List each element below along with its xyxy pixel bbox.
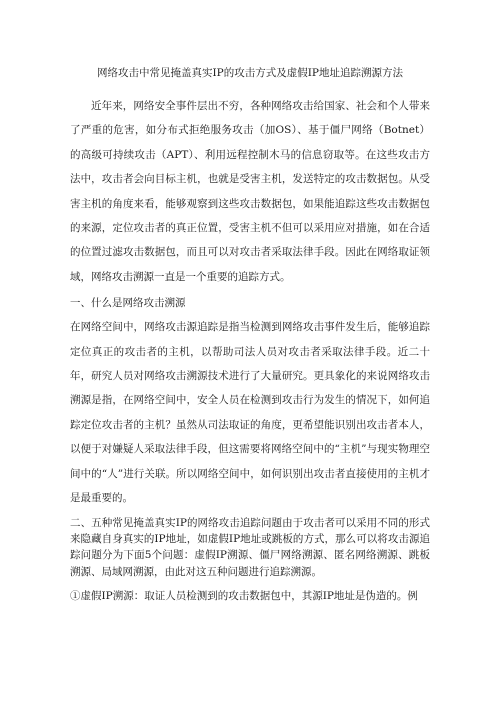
item-1-paragraph: ①虚假IP溯源：取证人员检测到的攻击数据包中，其源IP地址是伪造的。例 <box>70 590 418 603</box>
section-1-paragraph: 在网络空间中，网络攻击源追踪是指当检测到网络攻击事件发生后，能够追踪定位真正的攻击者的主机，以帮助司法人员对攻击者采取法律手段。近二十年，研究人员对网络攻击溯源技术进行了大量研究。更具象化的来说网络攻击溯源是指，在网络空间中，安全人员在检测到攻击行为发生的情况下，如何追踪定位攻击者的主机？虽然从司法取证的角度，更希望能识别出攻击者本人，以便于对嫌疑人采取法律手段，但这需要将网络空间中的“主机”与现实物理空间中的“人”进行关联。所以网络空间中，如何识别出攻击者直接使用的主机才是最重要的。 <box>70 321 430 505</box>
intro-paragraph: 近年来，网络安全事件层出不穷，各种网络攻击给国家、社会和个人带来了严重的危害，如分布式拒绝服务攻击（加OS）、基于僵尸网络（Botnet）的高级可持续攻击（APT）、利用远程控制木马的信息窃取等。在这些攻击方法中，攻击者会向目标主机，也就是受害主机，发送特定的攻击数据包。从受害主机的角度来看，能够观察到这些攻击数据包，如果能追踪这些攻击数据包的来源，定位攻击者的真正位置，受害主机不但可以采用应对措施，如在合适的位置过滤攻击数据包，而且可以对攻击者采取法律手段。因此在网络取证领域，网络攻击溯源一直是一个重要的追踪方式。 <box>70 100 430 283</box>
section-1-heading: 一、什么是网络攻击溯源 <box>70 297 186 310</box>
document-title: 网络攻击中常见掩盖真实IP的攻击方式及虚假IP地址追踪溯源方法 <box>97 67 403 79</box>
section-2-paragraph: 二、五种常见掩盖真实IP的网络攻击追踪问题由于攻击者可以采用不同的形式来隐藏自身真实的IP地址，如虚假IP地址或跳板的方式，那么可以将攻击源追踪问题分为下面5个问题：虚假IP溯源、僵尸网络溯源、匿名网络溯源、跳板溯源、局域网溯源，由此对这五种问题进行追踪溯源。 <box>70 516 430 578</box>
